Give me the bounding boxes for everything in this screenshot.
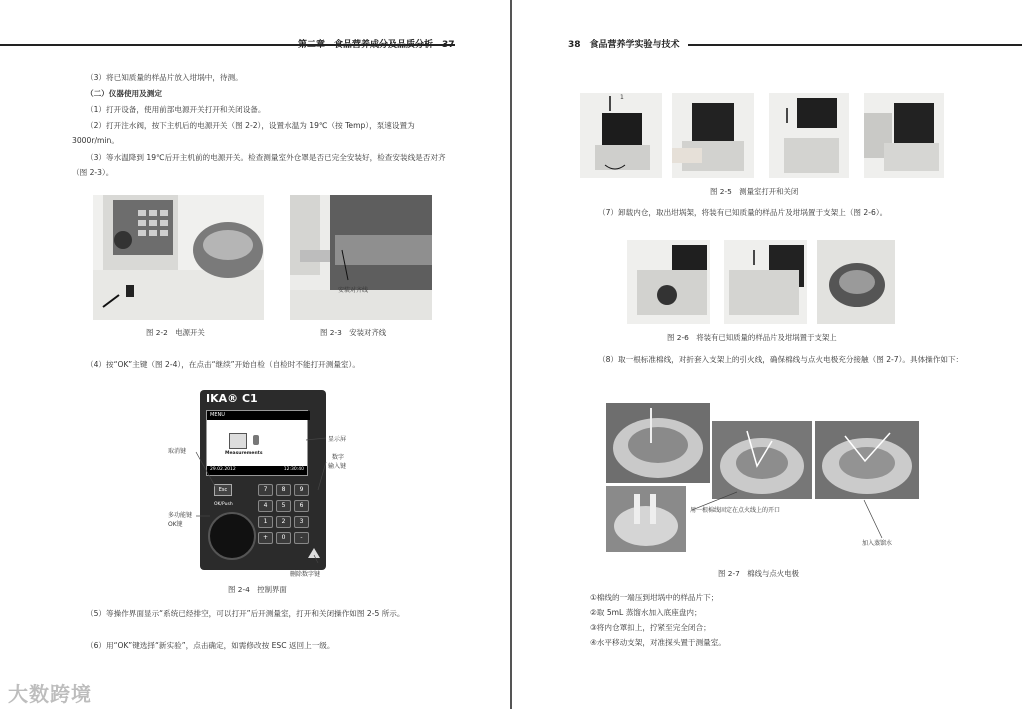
step-item: ②取 5mL 蒸馏水加入底座盘内； bbox=[590, 608, 702, 617]
numeric-key-label: 数字 bbox=[332, 454, 345, 461]
cancel-key-label: 取消键 bbox=[168, 448, 187, 455]
screen-text: Measurements bbox=[225, 451, 263, 456]
cotton-thread-label: 用一根棉线固定在点火线上的开口 bbox=[690, 507, 781, 514]
key-4[interactable]: 4 bbox=[258, 500, 273, 512]
brand-logo: IKA® C1 bbox=[206, 392, 258, 405]
step-item: ①棉线的一端压到坩埚中的样品片下； bbox=[590, 593, 719, 602]
figure-caption: 图 2-5 测量室打开和关闭 bbox=[710, 187, 799, 196]
esc-key[interactable]: Esc bbox=[214, 484, 232, 496]
paragraph: （2）打开注水阀，按下主机后的电源开关（图 2-2），设置水温为 19℃（按 Temp），泵速设置为 3000r/min。 bbox=[72, 121, 415, 145]
page-header: 38 食品营养学实验与技术 bbox=[568, 40, 680, 50]
paragraph: （6）用“OK”键选择“新实验”，点击确定，如需修改按 ESC 返回上一级。 bbox=[86, 641, 335, 650]
paragraph: （5）等操作界面显示“系统已经排空，可以打开”后开测量室，打开和关闭操作如图 2-5 所示。 bbox=[86, 609, 405, 618]
alignment-line-label: 安装对齐线 bbox=[338, 287, 369, 294]
paragraph: （4）按“OK”主键（图 2-4），在点击“继续”开始自检（自检时不能打开测量室）。 bbox=[86, 360, 360, 369]
key-minus[interactable]: - bbox=[294, 532, 309, 544]
step-item: ④水平移动支架，对准探头置于测量室。 bbox=[590, 638, 726, 647]
figure-caption: 图 2-7 棉线与点火电极 bbox=[718, 569, 799, 578]
numeric-input-label: 输入键 bbox=[328, 463, 347, 470]
paragraph: （8）取一根标准棉线，对折套入支架上的引火线，确保棉线与点火电极充分接触（图 2-7）。具体操作如下： bbox=[598, 355, 964, 364]
menu-bar: MENU bbox=[207, 411, 310, 420]
callout-lines bbox=[0, 0, 510, 709]
date-readout: 29.02.2012 bbox=[210, 467, 236, 472]
distilled-water-label: 加入蒸馏水 bbox=[862, 540, 893, 547]
key-9[interactable]: 9 bbox=[294, 484, 309, 496]
key-6[interactable]: 6 bbox=[294, 500, 309, 512]
left-page bbox=[0, 0, 510, 709]
figure-caption: 图 2-2 电源开关 bbox=[146, 328, 205, 337]
page-header: 第二章 食品营养成分及品质分析 37 bbox=[298, 40, 455, 50]
time-readout: 12:30:40 bbox=[283, 467, 304, 472]
figure-caption: 图 2-6 将装有已知质量的样品片及坩埚置于支架上 bbox=[667, 333, 837, 342]
paragraph: （3）等水温降到 19℃后开主机前的电源开关。检查测量室外仓罩是否已完全安装好，检查安装线是否对齐（图 2-3）。 bbox=[72, 153, 446, 177]
watermark: 大数跨境 bbox=[8, 682, 92, 706]
step-item: ③将内仓罩扣上，拧紧至完全闭合； bbox=[590, 623, 711, 632]
ok-push-label: OK/Push bbox=[214, 502, 233, 507]
section-heading: （二）仪器使用及测定 bbox=[86, 89, 162, 98]
multi-key-label: 多功能键 bbox=[168, 512, 193, 519]
step-number: 1 bbox=[620, 94, 624, 101]
paragraph: （1）打开设备，使用前部电源开关打开和关闭设备。 bbox=[86, 105, 266, 114]
figure-caption: 图 2-3 安装对齐线 bbox=[320, 328, 387, 337]
key-5[interactable]: 5 bbox=[276, 500, 291, 512]
key-8[interactable]: 8 bbox=[276, 484, 291, 496]
key-7[interactable]: 7 bbox=[258, 484, 273, 496]
right-page bbox=[512, 0, 1022, 709]
delete-key-label: 删除数字键 bbox=[290, 571, 321, 578]
key-plus[interactable]: + bbox=[258, 532, 273, 544]
paragraph: （3）将已知质量的样品片放入坩埚中，待测。 bbox=[86, 73, 243, 82]
key-2[interactable]: 2 bbox=[276, 516, 291, 528]
paragraph: （7）卸载内仓，取出坩埚架，将装有已知质量的样品片及坩埚置于支架上（图 2-6）。 bbox=[598, 208, 888, 217]
ok-key-label: OK键 bbox=[168, 521, 183, 528]
figure-caption: 图 2-4 控制界面 bbox=[228, 585, 287, 594]
screen-label: 显示屏 bbox=[328, 436, 347, 443]
key-0[interactable]: 0 bbox=[276, 532, 291, 544]
key-3[interactable]: 3 bbox=[294, 516, 309, 528]
key-1[interactable]: 1 bbox=[258, 516, 273, 528]
